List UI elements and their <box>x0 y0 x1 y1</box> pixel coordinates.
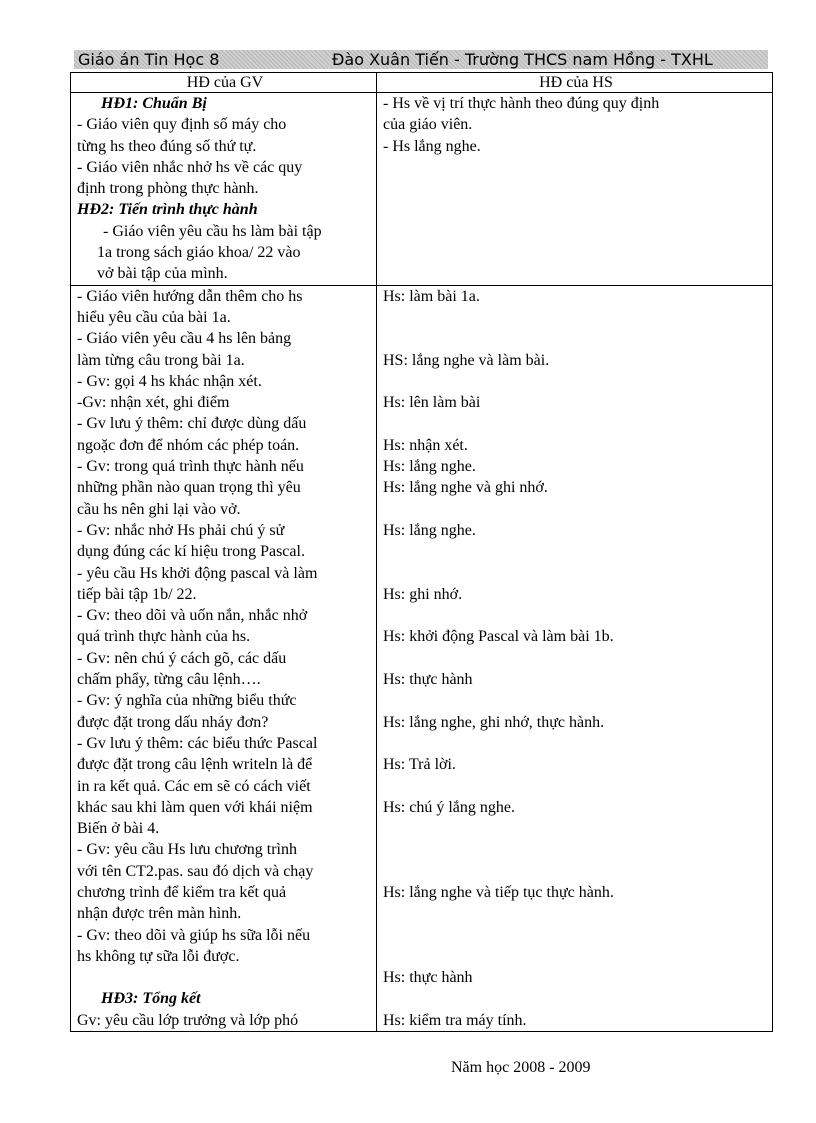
student-line <box>383 733 769 754</box>
student-line: Hs: lắng nghe. <box>383 521 476 539</box>
teacher-line: ngoặc đơn để nhóm các phép toán. <box>77 436 300 454</box>
teacher-activity-cell-2 <box>71 285 377 1031</box>
student-line: HS: lắng nghe và làm bài. <box>383 351 550 369</box>
teacher-line: khác sau khi làm quen với khái niệm <box>77 798 313 816</box>
teacher-line: - Giáo viên hướng dẫn thêm cho hs <box>77 287 303 305</box>
student-line <box>383 988 769 1009</box>
student-line: Hs: lắng nghe và tiếp tục thực hành. <box>383 883 614 901</box>
teacher-line: những phần nào quan trọng thì yêu <box>77 479 301 497</box>
student-line <box>383 605 769 626</box>
teacher-line: - Giáo viên quy định số máy cho <box>77 116 287 134</box>
table-row <box>71 285 773 1031</box>
footer-school-year: Năm học 2008 - 2009 <box>451 1059 591 1076</box>
teacher-line: - Giáo viên nhắc nhở hs về các quy <box>77 158 303 176</box>
student-line <box>383 903 769 924</box>
teacher-line: làm từng câu trong bài 1a. <box>77 351 245 369</box>
teacher-line: - Gv: theo dõi và uốn nắn, nhắc nhở <box>77 607 308 625</box>
teacher-line: cầu hs nên ghi lại vào vở. <box>77 500 241 518</box>
student-line: Hs: nhận xét. <box>383 436 468 454</box>
teacher-line: từng hs theo đúng số thứ tự. <box>77 137 257 155</box>
table-row <box>71 93 773 286</box>
teacher-line: - Gv lưu ý thêm: các biểu thức Pascal <box>77 734 318 752</box>
teacher-line: - Gv lưu ý thêm: chỉ được dùng dấu <box>77 415 307 433</box>
teacher-line: Gv: yêu cầu lớp trưởng và lớp phó <box>77 1011 299 1029</box>
student-line: Hs: kiểm tra máy tính. <box>383 1011 527 1029</box>
teacher-line: - Gv: trong quá trình thực hành nếu <box>77 458 304 476</box>
student-line <box>383 946 769 967</box>
section-heading-hd1: HĐ1: Chuẩn Bị <box>101 95 207 112</box>
student-line: Hs: lắng nghe, ghi nhớ, thực hành. <box>383 713 605 731</box>
teacher-line: hiểu yêu cầu của bài 1a. <box>77 308 231 326</box>
teacher-line: vở bài tập của mình. <box>97 265 228 283</box>
student-line <box>383 839 769 860</box>
student-line: - Hs về vị trí thực hành theo đúng quy định <box>383 95 660 112</box>
teacher-line: tiếp bài tập 1b/ 22. <box>77 585 197 603</box>
page-header <box>74 50 768 69</box>
student-line <box>383 413 769 434</box>
student-line <box>383 563 769 584</box>
teacher-line: - Gv: nên chú ý cách gõ, các dấu <box>77 649 287 667</box>
student-line <box>383 371 769 392</box>
student-line: - Hs lắng nghe. <box>383 137 481 155</box>
student-line <box>383 776 769 797</box>
teacher-line: - Gv: gọi 4 hs khác nhận xét. <box>77 372 262 390</box>
student-line <box>383 818 769 839</box>
column-header-student: HĐ của HS <box>377 73 773 93</box>
teacher-line: chấm phẩy, từng câu lệnh…. <box>77 671 261 689</box>
teacher-line: nhận được trên màn hình. <box>77 905 242 923</box>
teacher-line: hs không tự sữa lỗi được. <box>77 947 240 965</box>
student-line <box>383 861 769 882</box>
teacher-line: -Gv: nhận xét, ghi điểm <box>77 394 230 412</box>
header-author-school: Đào Xuân Tiến - Trường THCS nam Hồng - TXHL <box>332 50 713 69</box>
student-line: Hs: thực hành <box>383 969 473 987</box>
student-line <box>383 648 769 669</box>
lesson-table <box>70 72 773 1032</box>
student-activity-cell-2 <box>377 285 773 1031</box>
student-line <box>383 690 769 711</box>
teacher-line: Biến ở bài 4. <box>77 820 160 838</box>
teacher-line <box>77 967 373 988</box>
teacher-line: dụng đúng các kí hiệu trong Pascal. <box>77 543 305 561</box>
teacher-line: chương trình để kiểm tra kết quả <box>77 883 287 901</box>
teacher-line: với tên CT2.pas. sau đó dịch và chạy <box>77 862 314 880</box>
teacher-line: được đặt trong câu lệnh writeln là để <box>77 756 313 774</box>
student-line <box>383 499 769 520</box>
student-activity-cell-1 <box>377 93 773 286</box>
teacher-line: - Giáo viên yêu cầu 4 hs lên bảng <box>77 330 292 348</box>
student-line: Hs: ghi nhớ. <box>383 585 463 603</box>
teacher-line: - Gv: nhắc nhở Hs phải chú ý sử <box>77 521 285 539</box>
student-line <box>383 328 769 349</box>
table-header-row <box>71 73 773 93</box>
teacher-line: - Gv: theo dõi và giúp hs sữa lỗi nếu <box>77 926 311 944</box>
section-heading: HĐ3: Tổng kết <box>101 990 201 1008</box>
student-line: Hs: lắng nghe. <box>383 458 476 476</box>
teacher-line: in ra kết quả. Các em sẽ có cách viết <box>77 777 311 795</box>
student-line: Hs: thực hành <box>383 671 473 689</box>
student-line: của giáo viên. <box>383 116 473 134</box>
student-line <box>383 925 769 946</box>
teacher-line: - yêu cầu Hs khởi động pascal và làm <box>77 564 318 582</box>
teacher-line: - Giáo viên yêu cầu hs làm bài tập <box>103 222 322 240</box>
teacher-line: - Gv: yêu cầu Hs lưu chương trình <box>77 841 297 859</box>
student-line: Hs: chú ý lắng nghe. <box>383 798 515 816</box>
student-line <box>383 541 769 562</box>
header-course-title: Giáo án Tin Học 8 <box>78 50 220 69</box>
student-line: Hs: Trả lời. <box>383 756 456 774</box>
teacher-activity-cell-1 <box>71 93 377 286</box>
teacher-line: quá trình thực hành của hs. <box>77 628 251 646</box>
student-line: Hs: lên làm bài <box>383 394 481 412</box>
teacher-line: 1a trong sách giáo khoa/ 22 vào <box>97 244 301 262</box>
teacher-line: - Gv: ý nghĩa của những biểu thức <box>77 692 297 710</box>
teacher-line: được đặt trong dấu nháy đơn? <box>77 713 269 731</box>
column-header-teacher: HĐ của GV <box>71 73 377 93</box>
section-heading-hd2: HĐ2: Tiến trình thực hành <box>77 201 258 219</box>
student-line: Hs: lắng nghe và ghi nhớ. <box>383 479 548 497</box>
teacher-line: định trong phòng thực hành. <box>77 180 259 198</box>
student-line: Hs: khởi động Pascal và làm bài 1b. <box>383 628 614 646</box>
student-line: Hs: làm bài 1a. <box>383 287 480 305</box>
student-line <box>383 307 769 328</box>
